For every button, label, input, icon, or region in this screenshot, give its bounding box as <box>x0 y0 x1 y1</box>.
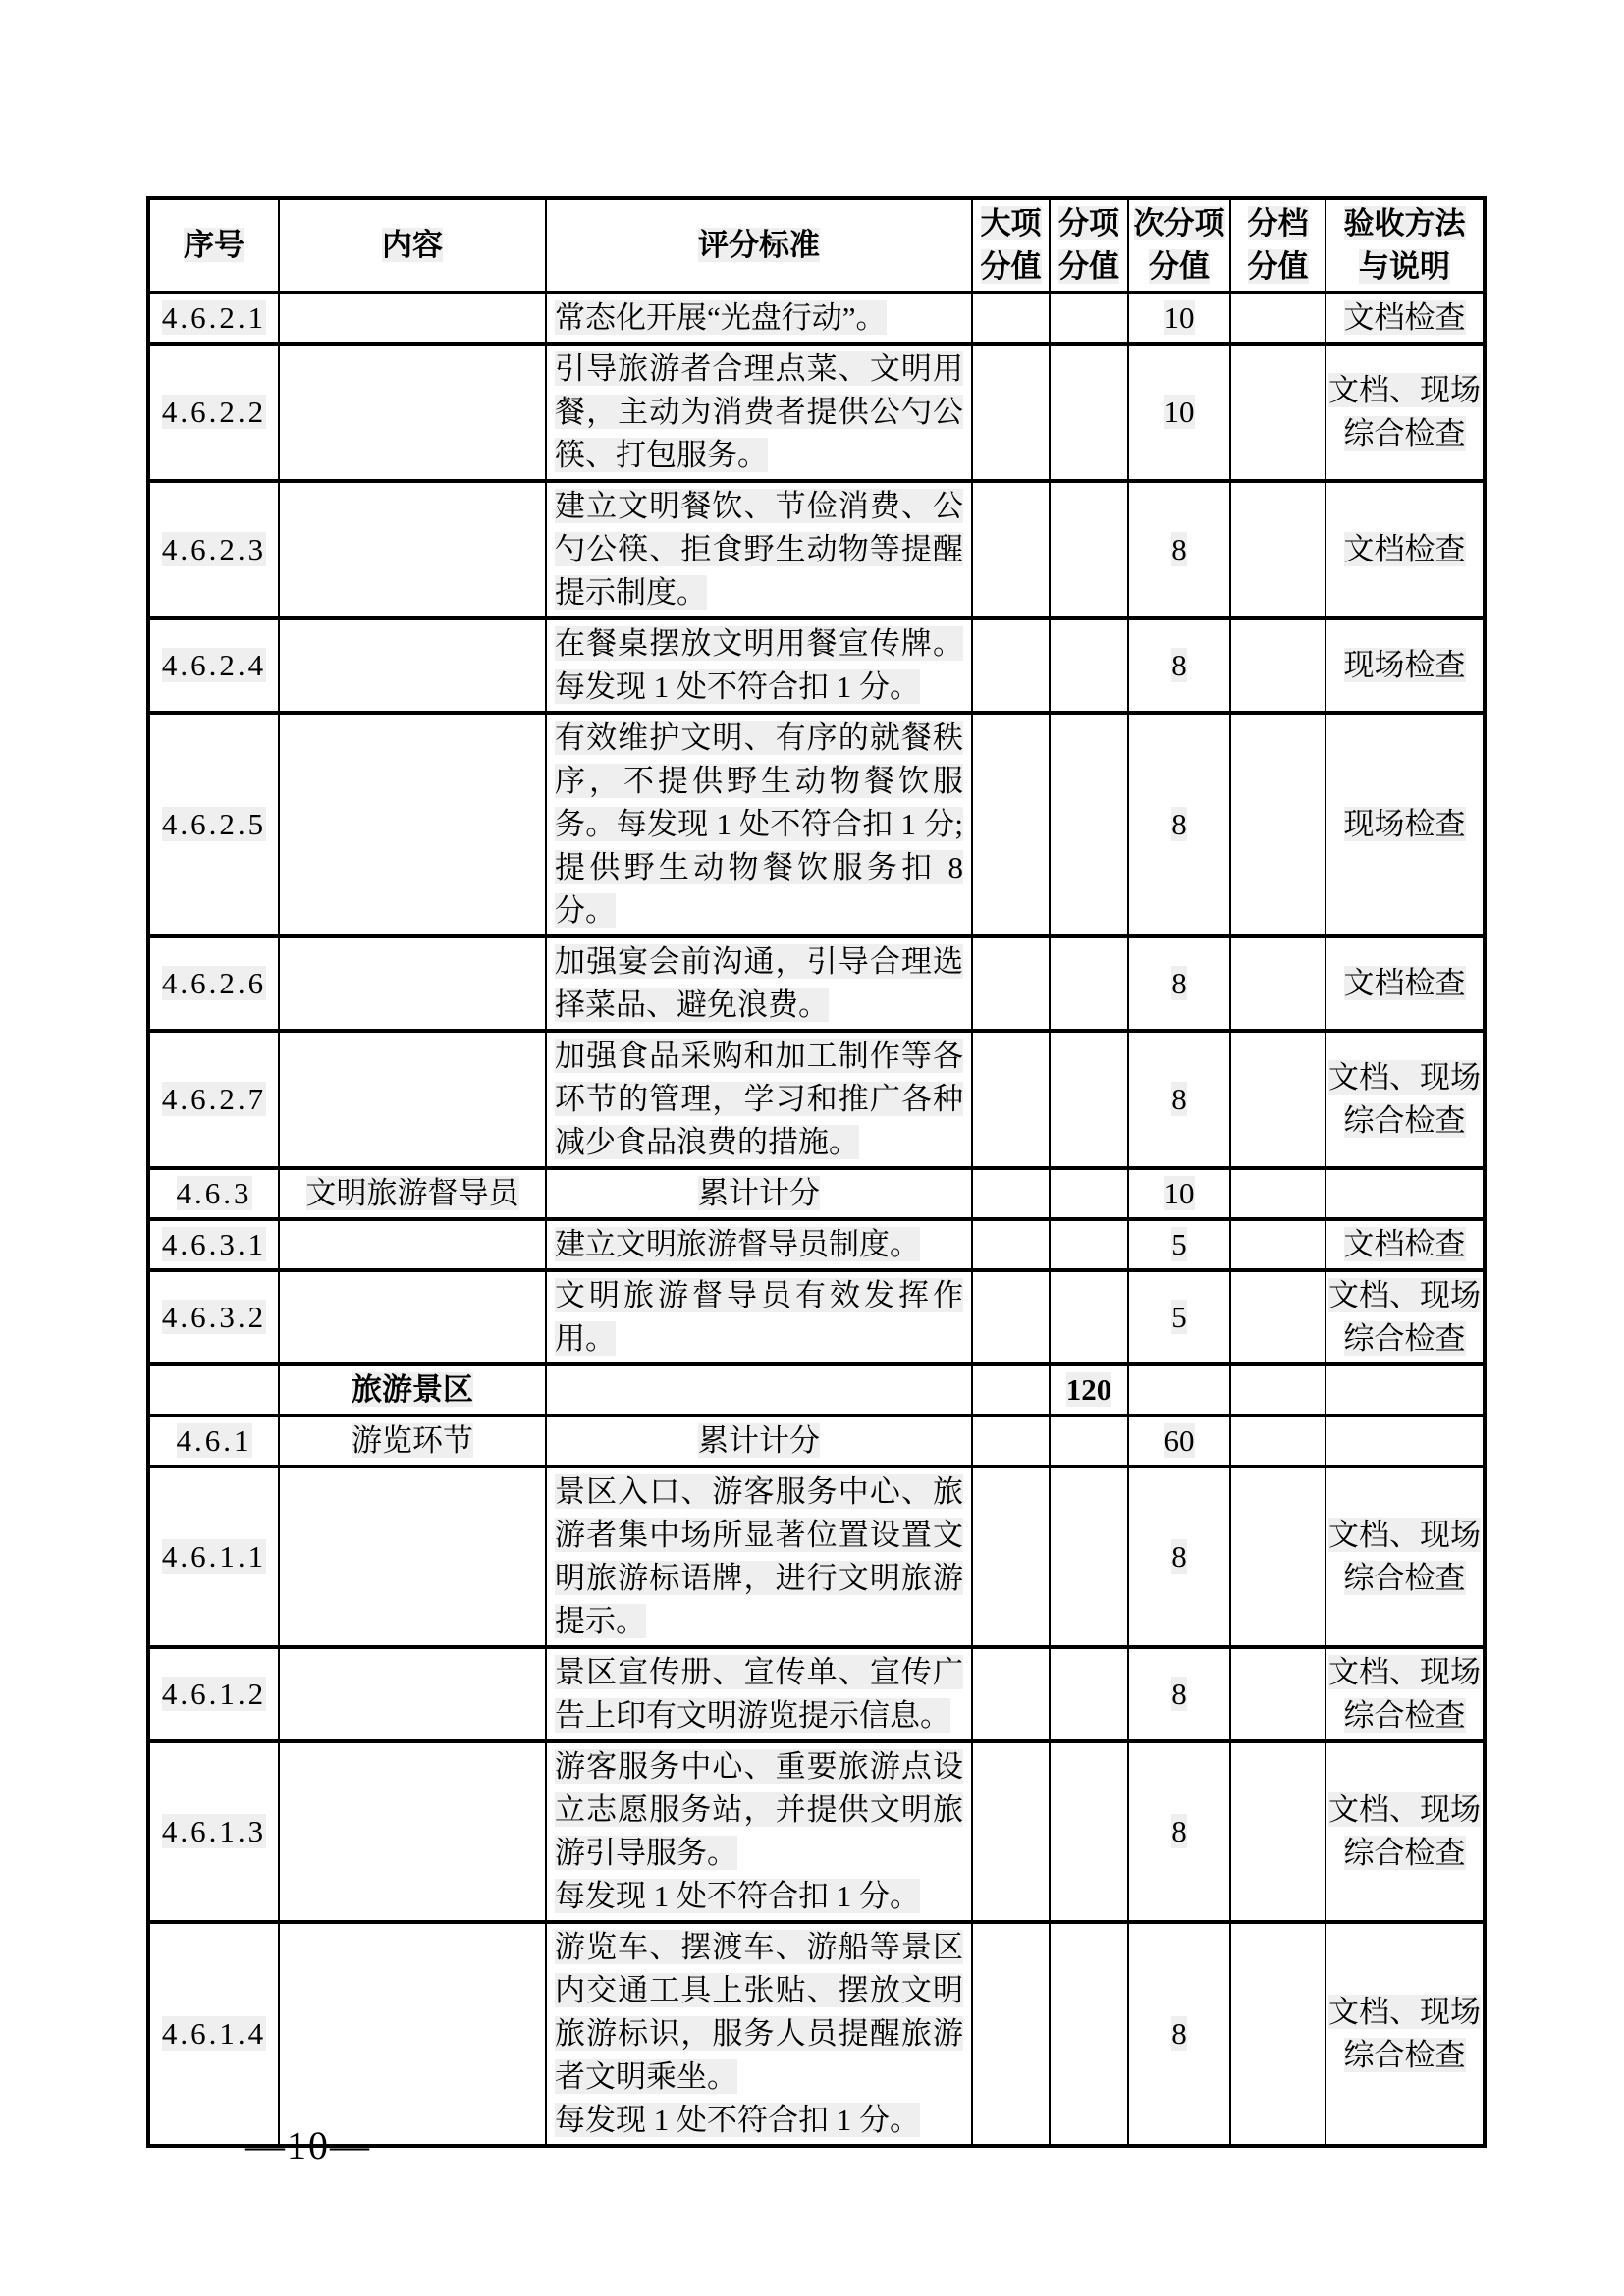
table-row <box>148 1270 1485 1364</box>
cell-text: 综合检查 <box>1343 1561 1466 1595</box>
item-score-cell <box>1050 936 1128 1031</box>
subitem-score-cell <box>1128 1922 1230 2146</box>
text-line <box>1328 962 1481 1005</box>
seq-cell <box>148 618 279 713</box>
content-cell <box>279 1219 546 1270</box>
subitem-score-cell <box>1128 1168 1230 1219</box>
criteria-cell <box>546 293 972 344</box>
table-row <box>148 1647 1485 1741</box>
method-cell <box>1326 1364 1485 1415</box>
major-score-cell <box>972 1741 1050 1922</box>
seq-cell <box>148 1270 279 1364</box>
text-line <box>555 1035 963 1164</box>
seq-cell <box>148 936 279 1031</box>
tier-score-cell <box>1230 936 1326 1031</box>
method-cell <box>1326 1168 1485 1219</box>
tier-score-cell <box>1230 293 1326 344</box>
cell-text: 验收方法 <box>1343 206 1466 240</box>
cell-text: 综合检查 <box>1343 1321 1466 1356</box>
cell-text: 8 <box>1171 966 1187 1000</box>
header-row <box>148 198 1485 293</box>
cell-text: 5 <box>1171 1227 1187 1261</box>
text-line <box>1328 2034 1481 2077</box>
cell-text: 累计计分 <box>698 1423 820 1458</box>
cell-text: 4.6.2.5 <box>161 807 267 841</box>
cell-text: 4.6.1 <box>176 1423 252 1458</box>
criteria-cell <box>546 1922 972 2146</box>
cell-text: 分值 <box>1247 249 1309 284</box>
cell-text: 现场检查 <box>1343 807 1466 841</box>
cell-text: 引导旅游者合理点菜、文明用餐，主动为消费者提供公勺公筷、打包服务。 <box>555 351 963 472</box>
method-cell <box>1326 1922 1485 2146</box>
cell-text: 4.6.2.2 <box>161 395 267 429</box>
cell-text: 分项 <box>1058 206 1119 240</box>
criteria-cell <box>546 1270 972 1364</box>
criteria-cell <box>546 618 972 713</box>
cell-text: 文档检查 <box>1343 532 1466 566</box>
text-line <box>1328 369 1481 412</box>
item-score-cell <box>1050 1647 1128 1741</box>
content-cell <box>279 713 546 936</box>
content-cell <box>279 1467 546 1647</box>
cell-text: 8 <box>1171 2016 1187 2051</box>
major-score-cell <box>972 1364 1050 1415</box>
text-line <box>1328 1274 1481 1317</box>
method-cell <box>1326 1415 1485 1467</box>
cell-text: 综合检查 <box>1343 1698 1466 1733</box>
text-line <box>1328 1694 1481 1737</box>
tier-score-cell <box>1230 1647 1326 1741</box>
cell-text: 8 <box>1171 532 1187 566</box>
cell-text: 4.6.3 <box>176 1176 252 1210</box>
cell-text: 文档检查 <box>1343 300 1466 335</box>
content-cell <box>279 1270 546 1364</box>
cell-text: 现场检查 <box>1343 648 1466 682</box>
subitem-score-cell <box>1128 618 1230 713</box>
item-score-cell <box>1050 713 1128 936</box>
content-cell <box>279 1364 546 1415</box>
text-line <box>1233 202 1323 245</box>
text-line <box>555 2099 963 2142</box>
header-cell-subitem-score <box>1128 198 1230 293</box>
text-line <box>1328 412 1481 455</box>
cell-text: 文档、现场 <box>1328 1655 1481 1689</box>
tier-score-cell <box>1230 1741 1326 1922</box>
text-line <box>1328 644 1481 687</box>
criteria-cell <box>546 936 972 1031</box>
criteria-cell <box>546 1031 972 1168</box>
tier-score-cell <box>1230 713 1326 936</box>
subitem-score-cell <box>1128 713 1230 936</box>
item-score-cell <box>1050 1415 1128 1467</box>
subitem-score-cell <box>1128 1467 1230 1647</box>
cell-text: 8 <box>1171 1539 1187 1574</box>
criteria-cell <box>546 1364 972 1415</box>
cell-text: 序号 <box>184 228 244 262</box>
tier-score-cell <box>1230 1922 1326 2146</box>
cell-text: 游览车、摆渡车、游船等景区内交通工具上张贴、摆放文明旅游标识，服务人员提醒旅游者文明乘坐。 <box>555 1930 963 2094</box>
cell-text: 120 <box>1065 1372 1112 1407</box>
cell-text: 游客服务中心、重要旅游点设立志愿服务站，并提供文明旅游引导服务。 <box>555 1749 963 1870</box>
subitem-score-cell <box>1128 1031 1230 1168</box>
text-line <box>555 1745 963 1875</box>
major-score-cell <box>972 936 1050 1031</box>
item-score-cell <box>1050 1741 1128 1922</box>
table-row <box>148 1168 1485 1219</box>
cell-text: 分档 <box>1247 206 1309 240</box>
major-score-cell <box>972 1031 1050 1168</box>
cell-text: 分值 <box>980 249 1042 284</box>
tier-score-cell <box>1230 618 1326 713</box>
cell-text: 综合检查 <box>1343 2038 1466 2072</box>
text-line <box>1328 1099 1481 1143</box>
table-row <box>148 713 1485 936</box>
subitem-score-cell <box>1128 1364 1230 1415</box>
content-cell <box>279 1168 546 1219</box>
text-line <box>282 224 543 267</box>
seq-cell <box>148 481 279 618</box>
text-line <box>1328 1557 1481 1600</box>
seq-cell <box>148 1647 279 1741</box>
criteria-cell <box>546 481 972 618</box>
cell-text: 8 <box>1171 1082 1187 1116</box>
content-cell <box>279 1647 546 1741</box>
cell-text: 分值 <box>1149 249 1210 284</box>
seq-cell <box>148 1031 279 1168</box>
text-line <box>549 224 969 267</box>
content-cell <box>279 1415 546 1467</box>
table-row <box>148 344 1485 481</box>
tier-score-cell <box>1230 344 1326 481</box>
method-cell <box>1326 618 1485 713</box>
text-line <box>152 224 276 267</box>
major-score-cell <box>972 1467 1050 1647</box>
cell-text: 8 <box>1171 1814 1187 1848</box>
item-score-cell <box>1050 1270 1128 1364</box>
cell-text: 10 <box>1164 395 1195 429</box>
text-line <box>555 1419 963 1463</box>
text-line <box>555 940 963 1027</box>
text-line <box>1328 1832 1481 1875</box>
major-score-cell <box>972 1647 1050 1741</box>
cell-text: 10 <box>1164 300 1195 335</box>
text-line <box>555 717 963 933</box>
text-line <box>1328 803 1481 846</box>
table-row <box>148 1922 1485 2146</box>
content-cell <box>279 293 546 344</box>
subitem-score-cell <box>1128 936 1230 1031</box>
seq-cell <box>148 713 279 936</box>
criteria-cell <box>546 344 972 481</box>
cell-text: 4.6.1.1 <box>161 1539 267 1574</box>
seq-cell <box>148 1364 279 1415</box>
cell-text: 10 <box>1164 1176 1195 1210</box>
criteria-cell <box>546 1647 972 1741</box>
table-row <box>148 293 1485 344</box>
content-cell <box>279 1741 546 1922</box>
cell-text: 60 <box>1164 1423 1195 1458</box>
major-score-cell <box>972 481 1050 618</box>
text-line <box>1328 1223 1481 1266</box>
method-cell <box>1326 1741 1485 1922</box>
subitem-score-cell <box>1128 344 1230 481</box>
table-body <box>148 293 1485 2146</box>
text-line <box>555 296 963 340</box>
text-line <box>555 1223 963 1266</box>
cell-text: 4.6.1.3 <box>161 1814 267 1848</box>
header-cell-criteria <box>546 198 972 293</box>
subitem-score-cell <box>1128 1647 1230 1741</box>
cell-text: 文档、现场 <box>1328 1060 1481 1095</box>
cell-text: 内容 <box>382 228 443 262</box>
page-number: —10— <box>245 2123 371 2167</box>
subitem-score-cell <box>1128 1270 1230 1364</box>
text-line <box>1053 245 1125 289</box>
seq-cell <box>148 1922 279 2146</box>
cell-text: 4.6.2.4 <box>161 648 267 682</box>
cell-text: 有效维护文明、有序的就餐秩序，不提供野生动物餐饮服务。每发现 1 处不符合扣 1 分;提供野生动物餐饮服务扣 8 分。 <box>555 721 963 928</box>
header-cell-content <box>279 198 546 293</box>
tier-score-cell <box>1230 1168 1326 1219</box>
major-score-cell <box>972 1415 1050 1467</box>
tier-score-cell <box>1230 1219 1326 1270</box>
cell-text: 大项 <box>980 206 1042 240</box>
text-line <box>555 1926 963 2099</box>
text-line <box>975 202 1047 245</box>
text-line <box>1328 1991 1481 2034</box>
table-row <box>148 936 1485 1031</box>
cell-text: 累计计分 <box>698 1176 820 1210</box>
criteria-cell <box>546 1415 972 1467</box>
tier-score-cell <box>1230 481 1326 618</box>
cell-text: 景区宣传册、宣传单、宣传广告上印有文明游览提示信息。 <box>555 1655 963 1733</box>
cell-text: 4.6.1.2 <box>161 1677 267 1711</box>
header-cell-major-score <box>972 198 1050 293</box>
cell-text: 在餐桌摆放文明用餐宣传牌。每发现 1 处不符合扣 1 分。 <box>555 626 963 704</box>
cell-text: 综合检查 <box>1343 1103 1466 1138</box>
content-cell <box>279 1922 546 2146</box>
cell-text: 文档、现场 <box>1328 1278 1481 1312</box>
major-score-cell <box>972 1922 1050 2146</box>
text-line <box>1328 1789 1481 1832</box>
cell-text: 次分项 <box>1133 206 1225 240</box>
content-cell <box>279 344 546 481</box>
content-cell <box>279 481 546 618</box>
text-line <box>555 1172 963 1215</box>
header-cell-method <box>1326 198 1485 293</box>
subitem-score-cell <box>1128 293 1230 344</box>
method-cell <box>1326 1647 1485 1741</box>
cell-text: 文档检查 <box>1343 966 1466 1000</box>
header-cell-tier-score <box>1230 198 1326 293</box>
cell-text: 加强食品采购和加工制作等各环节的管理，学习和推广各种减少食品浪费的措施。 <box>555 1039 963 1159</box>
text-line <box>1131 202 1227 245</box>
item-score-cell <box>1050 1922 1128 2146</box>
text-line <box>555 1651 963 1737</box>
text-line <box>555 622 963 709</box>
cell-text: 常态化开展“光盘行动”。 <box>555 300 887 335</box>
cell-text: 8 <box>1171 807 1187 841</box>
method-cell <box>1326 713 1485 936</box>
item-score-cell <box>1050 618 1128 713</box>
cell-text: 分值 <box>1058 249 1119 284</box>
item-score-cell <box>1050 1467 1128 1647</box>
text-line <box>1233 245 1323 289</box>
cell-text: 每发现 1 处不符合扣 1 分。 <box>555 1879 920 1913</box>
cell-text: 评分标准 <box>698 228 820 262</box>
seq-cell <box>148 293 279 344</box>
cell-text: 文档、现场 <box>1328 373 1481 407</box>
seq-cell <box>148 1741 279 1922</box>
cell-text: 加强宴会前沟通，引导合理选择菜品、避免浪费。 <box>555 944 963 1022</box>
cell-text: 文档检查 <box>1343 1227 1466 1261</box>
content-cell <box>279 618 546 713</box>
text-line <box>1328 1651 1481 1694</box>
cell-text: 4.6.3.2 <box>161 1300 267 1334</box>
cell-text: 4.6.1.4 <box>161 2016 267 2051</box>
text-line <box>1328 528 1481 571</box>
cell-text: 综合检查 <box>1343 416 1466 451</box>
item-score-cell <box>1050 1031 1128 1168</box>
table-row <box>148 618 1485 713</box>
table-row <box>148 1467 1485 1647</box>
subitem-score-cell <box>1128 1415 1230 1467</box>
seq-cell <box>148 1168 279 1219</box>
table-row <box>148 1415 1485 1467</box>
major-score-cell <box>972 293 1050 344</box>
item-score-cell <box>1050 1219 1128 1270</box>
tier-score-cell <box>1230 1415 1326 1467</box>
major-score-cell <box>972 1168 1050 1219</box>
cell-text: 文档、现场 <box>1328 1792 1481 1827</box>
seq-cell <box>148 1467 279 1647</box>
method-cell <box>1326 936 1485 1031</box>
cell-text: 文档、现场 <box>1328 1518 1481 1552</box>
method-cell <box>1326 1219 1485 1270</box>
scoring-table <box>146 196 1487 2148</box>
table-row <box>148 481 1485 618</box>
cell-text: 游览环节 <box>352 1423 473 1458</box>
tier-score-cell <box>1230 1031 1326 1168</box>
cell-text: 8 <box>1171 648 1187 682</box>
major-score-cell <box>972 1270 1050 1364</box>
text-line <box>555 485 963 614</box>
criteria-cell <box>546 1168 972 1219</box>
table-row <box>148 1741 1485 1922</box>
criteria-cell <box>546 1467 972 1647</box>
cell-text: 景区入口、游客服务中心、旅游者集中场所显著位置设置文明旅游标语牌，进行文明旅游提示。 <box>555 1474 963 1638</box>
item-score-cell <box>1050 481 1128 618</box>
text-line <box>1328 296 1481 340</box>
text-line <box>555 1470 963 1643</box>
major-score-cell <box>972 1219 1050 1270</box>
cell-text: 4.6.2.1 <box>161 300 267 335</box>
seq-cell <box>148 344 279 481</box>
major-score-cell <box>972 713 1050 936</box>
text-line <box>1131 245 1227 289</box>
text-line <box>555 347 963 477</box>
tier-score-cell <box>1230 1467 1326 1647</box>
cell-text: 4.6.2.6 <box>161 966 267 1000</box>
method-cell <box>1326 293 1485 344</box>
text-line <box>1328 1317 1481 1361</box>
method-cell <box>1326 344 1485 481</box>
cell-text: 每发现 1 处不符合扣 1 分。 <box>555 2103 920 2137</box>
text-line <box>1328 202 1481 245</box>
cell-text: 8 <box>1171 1677 1187 1711</box>
text-line <box>1328 245 1481 289</box>
cell-text: 旅游景区 <box>352 1372 473 1407</box>
content-cell <box>279 1031 546 1168</box>
text-line <box>555 1875 963 1918</box>
cell-text: 4.6.2.7 <box>161 1082 267 1116</box>
cell-text: 4.6.2.3 <box>161 532 267 566</box>
text-line <box>1328 1514 1481 1557</box>
cell-text: 文明旅游督导员有效发挥作用。 <box>555 1278 963 1356</box>
header-cell-item-score <box>1050 198 1128 293</box>
method-cell <box>1326 1467 1485 1647</box>
cell-text: 文档、现场 <box>1328 1995 1481 2029</box>
header-cell-seq <box>148 198 279 293</box>
major-score-cell <box>972 344 1050 481</box>
cell-text: 建立文明旅游督导员制度。 <box>555 1227 920 1261</box>
cell-text: 与说明 <box>1359 249 1450 284</box>
method-cell <box>1326 481 1485 618</box>
table-row <box>148 1219 1485 1270</box>
table-row <box>148 1031 1485 1168</box>
tier-score-cell <box>1230 1270 1326 1364</box>
method-cell <box>1326 1270 1485 1364</box>
subitem-score-cell <box>1128 1219 1230 1270</box>
seq-cell <box>148 1415 279 1467</box>
subitem-score-cell <box>1128 481 1230 618</box>
cell-text: 综合检查 <box>1343 1836 1466 1870</box>
item-score-cell <box>1050 344 1128 481</box>
text-line <box>1053 202 1125 245</box>
criteria-cell <box>546 1219 972 1270</box>
seq-cell <box>148 1219 279 1270</box>
cell-text: 文明旅游督导员 <box>305 1176 519 1210</box>
text-line <box>555 1274 963 1361</box>
item-score-cell <box>1050 1364 1128 1415</box>
cell-text: 建立文明餐饮、节俭消费、公勺公筷、拒食野生动物等提醒提示制度。 <box>555 489 963 610</box>
method-cell <box>1326 1031 1485 1168</box>
tier-score-cell <box>1230 1364 1326 1415</box>
criteria-cell <box>546 1741 972 1922</box>
item-score-cell <box>1050 293 1128 344</box>
major-score-cell <box>972 618 1050 713</box>
item-score-cell <box>1050 1168 1128 1219</box>
cell-text: 4.6.3.1 <box>161 1227 267 1261</box>
content-cell <box>279 936 546 1031</box>
text-line <box>975 245 1047 289</box>
text-line <box>1328 1056 1481 1099</box>
criteria-cell <box>546 713 972 936</box>
table-row <box>148 1364 1485 1415</box>
subitem-score-cell <box>1128 1741 1230 1922</box>
cell-text: 5 <box>1171 1300 1187 1334</box>
